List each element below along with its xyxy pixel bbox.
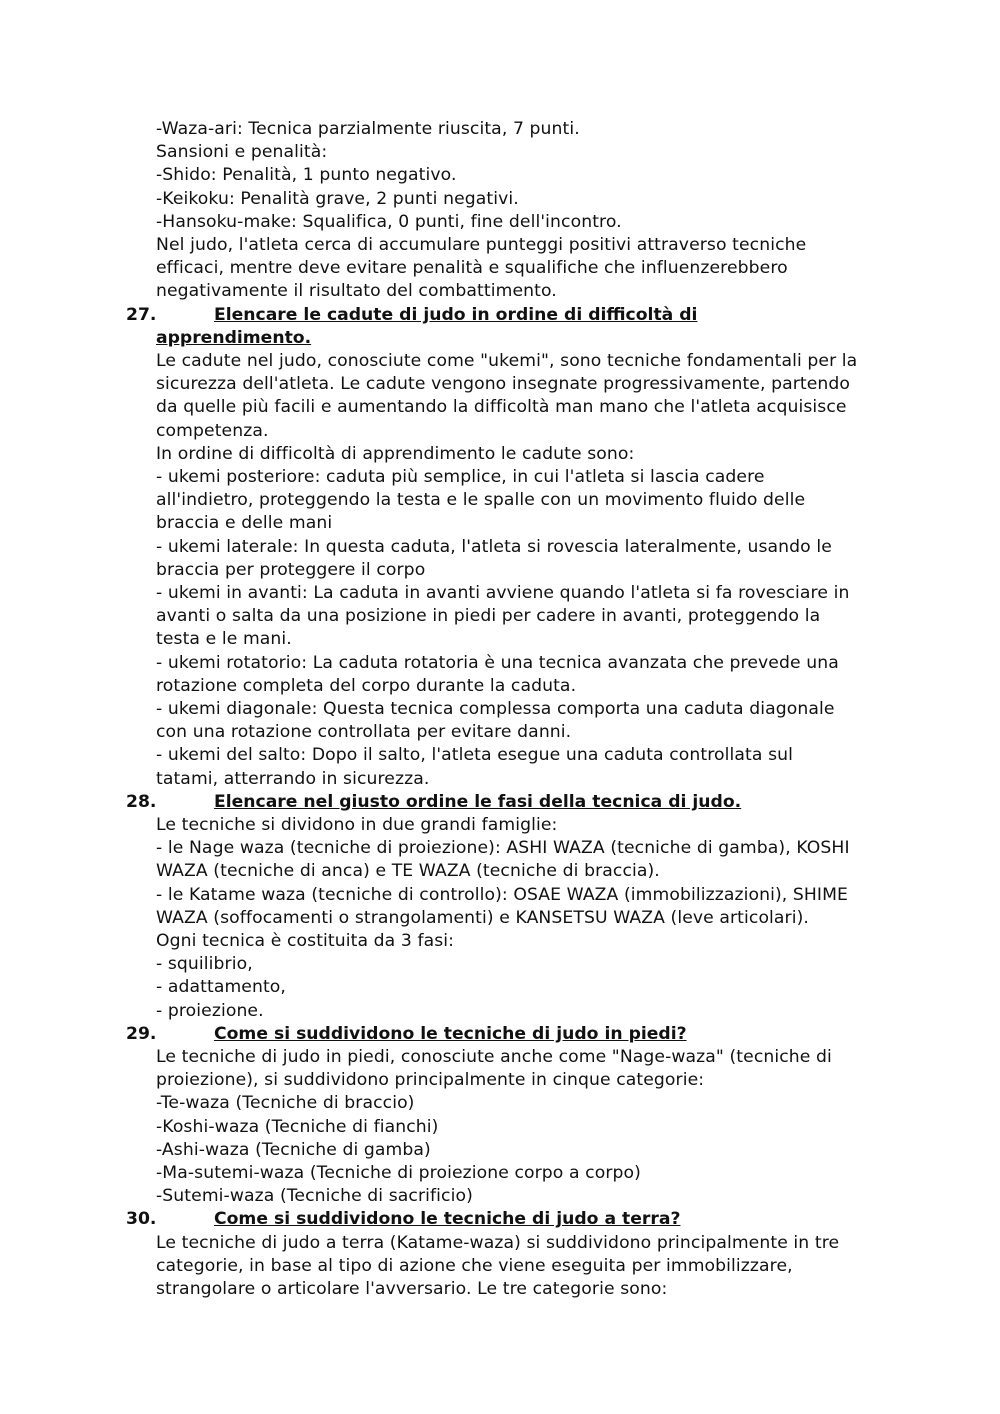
body-text-line: - le Nage waza (tecniche di proiezione): ASHI WAZA (tecniche di gamba), KOSHI <box>156 838 850 859</box>
body-text-line: -Koshi-waza (Tecniche di fianchi) <box>156 1116 439 1137</box>
body-text-line: - le Katame waza (tecniche di controllo): OSAE WAZA (immobilizzazioni), SHIME <box>156 884 848 905</box>
body-text-line: -Ashi-waza (Tecniche di gamba) <box>156 1139 431 1160</box>
body-text-line: - squilibrio, <box>156 954 253 975</box>
body-text-line: - proiezione. <box>156 1000 264 1021</box>
question-heading: Elencare le cadute di judo in ordine di difficoltà di <box>214 304 698 325</box>
body-text-line: tatami, atterrando in sicurezza. <box>156 768 430 789</box>
body-text-line: all'indietro, proteggendo la testa e le spalle con un movimento fluido delle <box>156 490 806 511</box>
body-text-line: Nel judo, l'atleta cerca di accumulare punteggi positivi attraverso tecniche <box>156 235 807 255</box>
question-heading: Come si suddividono le tecniche di judo in piedi? <box>214 1023 687 1044</box>
body-text-line: categorie, in base al tipo di azione che viene eseguita per immobilizzare, <box>156 1255 793 1276</box>
body-text-line: avanti o salta da una posizione in piedi per cadere in avanti, proteggendo la <box>156 606 821 627</box>
body-text-line: -Ma-sutemi-waza (Tecniche di proiezione corpo a corpo) <box>156 1163 641 1183</box>
body-text-line: - ukemi diagonale: Questa tecnica complessa comporta una caduta diagonale <box>156 699 835 719</box>
question-heading: Elencare nel giusto ordine le fasi della tecnica di judo. <box>214 791 742 812</box>
body-text-line: -Shido: Penalità, 1 punto negativo. <box>156 165 457 186</box>
body-text-line: Sansioni e penalità: <box>156 142 328 163</box>
body-text-line: -Keikoku: Penalità grave, 2 punti negativi. <box>156 188 519 209</box>
body-text-line: rotazione completa del corpo durante la caduta. <box>156 675 577 696</box>
body-text-line: con una rotazione controllata per evitare danni. <box>156 722 572 743</box>
body-text-line: -Waza-ari: Tecnica parzialmente riuscita, 7 punti. <box>156 119 580 139</box>
question-heading: apprendimento. <box>156 327 312 348</box>
body-text-line: - adattamento, <box>156 977 286 998</box>
body-text-line: -Sutemi-waza (Tecniche di sacrificio) <box>156 1186 473 1207</box>
body-text-line: strangolare o articolare l'avversario. Le tre categorie sono: <box>156 1279 668 1299</box>
body-text-line: - ukemi laterale: In questa caduta, l'atleta si rovescia lateralmente, usando le <box>156 536 832 557</box>
question-number: 28. <box>126 791 157 812</box>
body-text-line: negativamente il risultato del combattimento. <box>156 281 557 302</box>
body-text-line: WAZA (tecniche di anca) e TE WAZA (tecniche di braccia). <box>156 861 660 882</box>
body-text-line: competenza. <box>156 420 269 441</box>
body-text-line: WAZA (soffocamenti o strangolamenti) e KANSETSU WAZA (leve articolari). <box>156 907 809 928</box>
body-text-line: proiezione), si suddividono principalmente in cinque categorie: <box>156 1070 705 1091</box>
body-text-line: - ukemi rotatorio: La caduta rotatoria è una tecnica avanzata che prevede una <box>156 652 839 673</box>
body-text-line: Le cadute nel judo, conosciute come "ukemi", sono tecniche fondamentali per la <box>156 351 858 371</box>
body-text-line: da quelle più facili e aumentando la difficoltà man mano che l'atleta acquisisce <box>156 397 847 418</box>
body-text-line: testa e le mani. <box>156 629 292 650</box>
question-heading: Come si suddividono le tecniche di judo a terra? <box>214 1209 681 1230</box>
body-text-line: - ukemi posteriore: caduta più semplice, in cui l'atleta si lascia cadere <box>156 467 765 487</box>
body-text-line: Ogni tecnica è costituita da 3 fasi: <box>156 931 455 951</box>
question-number: 30. <box>126 1209 157 1230</box>
body-text-line: braccia e delle mani <box>156 513 333 534</box>
body-text-line: Le tecniche di judo a terra (Katame-waza) si suddividono principalmente in tre <box>156 1232 840 1253</box>
body-text-line: efficaci, mentre deve evitare penalità e squalifiche che influenzerebbero <box>156 258 788 279</box>
body-text-line: -Te-waza (Tecniche di braccio) <box>156 1093 415 1114</box>
body-text-line: Le tecniche si dividono in due grandi famiglie: <box>156 815 558 835</box>
question-number: 29. <box>126 1023 157 1044</box>
question-number: 27. <box>126 304 157 325</box>
body-text-line: In ordine di difficoltà di apprendimento le cadute sono: <box>156 443 635 464</box>
body-text-line: - ukemi del salto: Dopo il salto, l'atleta esegue una caduta controllata sul <box>156 745 793 766</box>
body-text-line: sicurezza dell'atleta. Le cadute vengono insegnate progressivamente, partendo <box>156 374 851 395</box>
body-text-line: -Hansoku-make: Squalifica, 0 punti, fine dell'incontro. <box>156 211 622 232</box>
body-text-line: - ukemi in avanti: La caduta in avanti avviene quando l'atleta si fa rovesciare in <box>156 583 850 603</box>
body-text-line: braccia per proteggere il corpo <box>156 559 426 580</box>
body-text-line: Le tecniche di judo in piedi, conosciute anche come "Nage-waza" (tecniche di <box>156 1047 832 1067</box>
